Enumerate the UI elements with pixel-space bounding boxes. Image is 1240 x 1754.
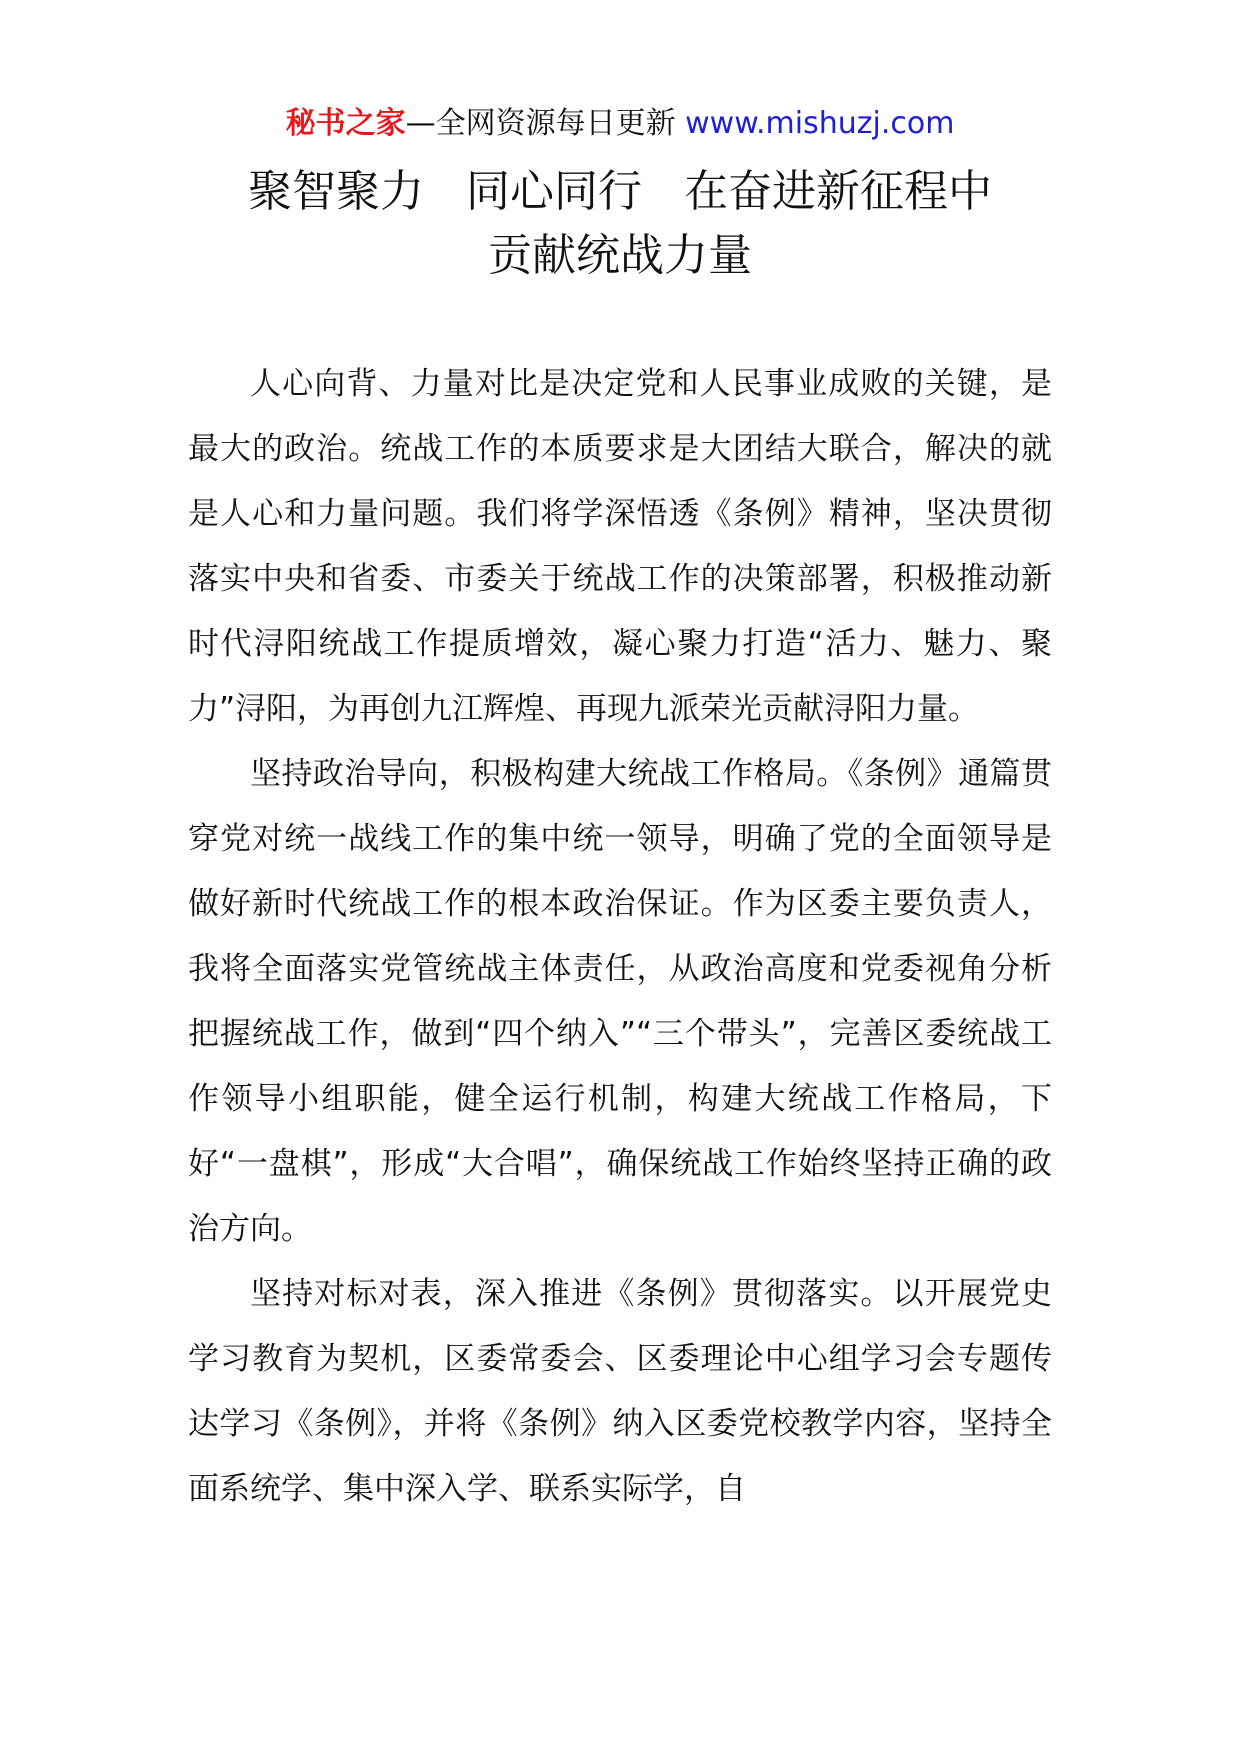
- website-link[interactable]: www.mishuzj.com: [685, 106, 955, 141]
- document-body: [188, 352, 1052, 1522]
- brand-name: 秘书之家: [285, 106, 406, 141]
- body-paragraph: 坚持对标对表，深入推进《条例》贯彻落实。以开展党史学习教育为契机，区委常委会、区委理论中心组学习会专题传达学习《条例》，并将《条例》纳入区委党校教学内容，坚持全面系统学、集中深入学、联系实际学，自: [188, 1276, 1052, 1507]
- body-paragraph: 坚持政治导向，积极构建大统战工作格局。《条例》通篇贯穿党对统一战线工作的集中统一领导，明确了党的全面领导是做好新时代统战工作的根本政治保证。作为区委主要负责人，我将全面落实党管统战主体责任，从政治高度和党委视角分析把握统战工作，做到“四个纳入”“三个带头”，完善区委统战工作领导小组职能，健全运行机制，构建大统战工作格局，下好“一盘棋”，形成“大合唱”，确保统战工作始终坚持正确的政治方向。: [188, 756, 1052, 1247]
- document-title-line-2: 贡献统战力量: [488, 230, 752, 281]
- document-title-line-1: 聚智聚力 同心同行 在奋进新征程中: [248, 166, 992, 217]
- site-header: [0, 102, 1240, 146]
- body-paragraph: 人心向背、力量对比是决定党和人民事业成败的关键，是最大的政治。统战工作的本质要求是大团结大联合，解决的就是人心和力量问题。我们将学深悟透《条例》精神，坚决贯彻落实中央和省委、市委关于统战工作的决策部署，积极推动新时代浔阳统战工作提质增效，凝心聚力打造“活力、魅力、聚力”浔阳，为再创九江辉煌、再现九派荣光贡献浔阳力量。: [188, 366, 1052, 727]
- header-slogan: —全网资源每日更新: [405, 106, 686, 141]
